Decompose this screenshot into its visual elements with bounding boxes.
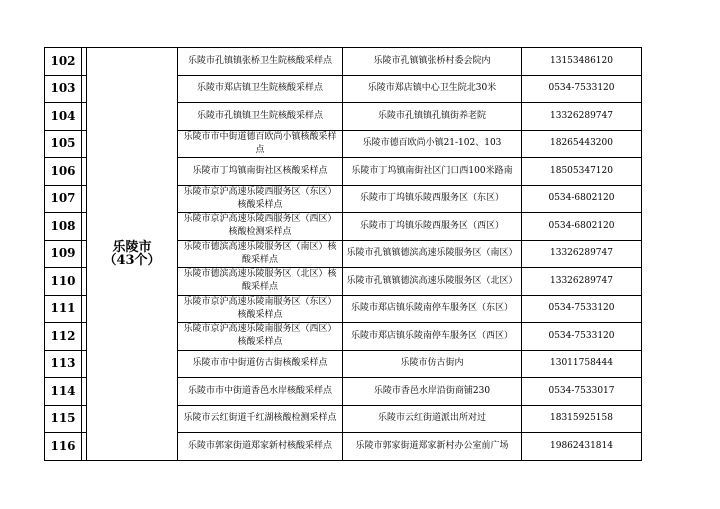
site-name: 乐陵市孔镇镇张桥卫生院核酸采样点 bbox=[178, 48, 343, 76]
site-address: 乐陵市仿古街内 bbox=[343, 350, 522, 378]
row-number: 108 bbox=[45, 213, 82, 241]
site-address: 乐陵市德百欧尚小镇21-102、103 bbox=[343, 130, 522, 158]
site-address: 乐陵市郑店镇中心卫生院北30米 bbox=[343, 75, 522, 103]
spacer-cell bbox=[82, 75, 87, 103]
district-cell bbox=[87, 48, 178, 461]
district-site-count: （43个） bbox=[103, 252, 161, 268]
spacer-cell bbox=[82, 158, 87, 186]
site-address: 乐陵市丁坞镇乐陵西服务区（东区） bbox=[343, 185, 522, 213]
row-number: 111 bbox=[45, 295, 82, 323]
site-address: 乐陵市孔镇镇张桥村委会院内 bbox=[343, 48, 522, 76]
site-address: 乐陵市丁坞镇南街社区门口西100米路南 bbox=[343, 158, 522, 186]
site-phone: 0534-7533120 bbox=[522, 323, 642, 351]
spacer-cell bbox=[82, 240, 87, 268]
row-number: 115 bbox=[45, 405, 82, 433]
spacer-cell bbox=[82, 405, 87, 433]
row-number: 109 bbox=[45, 240, 82, 268]
site-address: 乐陵市孔镇镇孔镇街养老院 bbox=[343, 103, 522, 131]
spacer-cell bbox=[82, 213, 87, 241]
row-number: 110 bbox=[45, 268, 82, 296]
site-phone: 19862431814 bbox=[522, 433, 642, 461]
site-phone: 13153486120 bbox=[522, 48, 642, 76]
row-number: 103 bbox=[45, 75, 82, 103]
site-phone: 18265443200 bbox=[522, 130, 642, 158]
site-name: 乐陵市京沪高速乐陵南服务区（东区）核酸采样点 bbox=[178, 295, 343, 323]
site-name: 乐陵市孔镇镇卫生院核酸采样点 bbox=[178, 103, 343, 131]
spacer-cell bbox=[82, 350, 87, 378]
spacer-cell bbox=[82, 103, 87, 131]
site-name: 乐陵市市中街道香邑水岸核酸采样点 bbox=[178, 378, 343, 406]
table-body bbox=[45, 48, 642, 461]
row-number: 112 bbox=[45, 323, 82, 351]
site-name: 乐陵市郑店镇卫生院核酸采样点 bbox=[178, 75, 343, 103]
spacer-cell bbox=[82, 268, 87, 296]
site-phone: 0534-6802120 bbox=[522, 185, 642, 213]
spacer-cell bbox=[82, 295, 87, 323]
site-name: 乐陵市市中街道仿古街核酸采样点 bbox=[178, 350, 343, 378]
row-number: 102 bbox=[45, 48, 82, 76]
row-number: 107 bbox=[45, 185, 82, 213]
site-phone: 13326289747 bbox=[522, 103, 642, 131]
district-name: 乐陵市 bbox=[112, 239, 152, 255]
site-name: 乐陵市德滨高速乐陵服务区（南区）核酸采样点 bbox=[178, 240, 343, 268]
site-address: 乐陵市云红街道派出所对过 bbox=[343, 405, 522, 433]
site-name: 乐陵市市中街道德百欧尚小镇核酸采样点 bbox=[178, 130, 343, 158]
site-phone: 0534-6802120 bbox=[522, 213, 642, 241]
spacer-cell bbox=[82, 323, 87, 351]
site-address: 乐陵市丁坞镇乐陵西服务区（西区） bbox=[343, 213, 522, 241]
site-phone: 13326289747 bbox=[522, 268, 642, 296]
site-phone: 0534-7533120 bbox=[522, 295, 642, 323]
spacer-cell bbox=[82, 433, 87, 461]
spacer-cell bbox=[82, 130, 87, 158]
testing-sites-table bbox=[44, 47, 642, 461]
site-address: 乐陵市孔镇镇德滨高速乐陵服务区（北区） bbox=[343, 268, 522, 296]
row-number: 113 bbox=[45, 350, 82, 378]
spacer-cell bbox=[82, 378, 87, 406]
site-address: 乐陵市郭家街道郑家新村办公室前广场 bbox=[343, 433, 522, 461]
spacer-cell bbox=[82, 185, 87, 213]
site-phone: 18315925158 bbox=[522, 405, 642, 433]
row-number: 105 bbox=[45, 130, 82, 158]
site-address: 乐陵市郑店镇乐陵南停车服务区（东区） bbox=[343, 295, 522, 323]
site-phone: 0534-7533120 bbox=[522, 75, 642, 103]
site-name: 乐陵市云红街道千红湖核酸检测采样点 bbox=[178, 405, 343, 433]
site-address: 乐陵市孔镇镇德滨高速乐陵服务区（南区） bbox=[343, 240, 522, 268]
row-number: 114 bbox=[45, 378, 82, 406]
site-phone: 18505347120 bbox=[522, 158, 642, 186]
site-name: 乐陵市京沪高速乐陵南服务区（西区）核酸采样点 bbox=[178, 323, 343, 351]
table-row bbox=[45, 48, 642, 76]
site-address: 乐陵市香邑水岸沿街商铺230 bbox=[343, 378, 522, 406]
row-number: 106 bbox=[45, 158, 82, 186]
row-number: 104 bbox=[45, 103, 82, 131]
site-address: 乐陵市郑店镇乐陵南停车服务区（西区） bbox=[343, 323, 522, 351]
row-number: 116 bbox=[45, 433, 82, 461]
site-name: 乐陵市德滨高速乐陵服务区（北区）核酸采样点 bbox=[178, 268, 343, 296]
site-phone: 0534-7533017 bbox=[522, 378, 642, 406]
site-name: 乐陵市京沪高速乐陵西服务区（西区）核酸检测采样点 bbox=[178, 213, 343, 241]
site-name: 乐陵市郭家街道郑家新村核酸采样点 bbox=[178, 433, 343, 461]
site-phone: 13011758444 bbox=[522, 350, 642, 378]
site-phone: 13326289747 bbox=[522, 240, 642, 268]
site-name: 乐陵市丁坞镇南街社区核酸采样点 bbox=[178, 158, 343, 186]
site-name: 乐陵市京沪高速乐陵西服务区（东区）核酸采样点 bbox=[178, 185, 343, 213]
